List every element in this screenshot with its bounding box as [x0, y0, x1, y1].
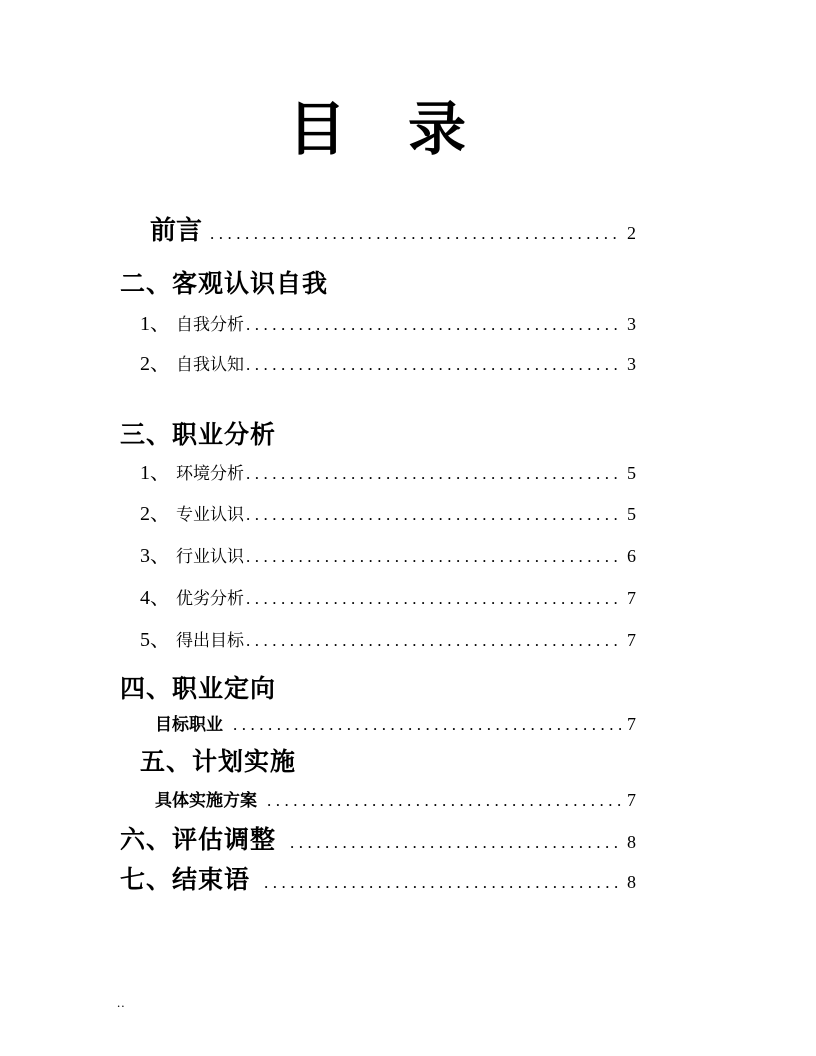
- dot-leader: [246, 631, 621, 651]
- entry-label: 二、客观认识自我: [120, 271, 329, 299]
- toc-entry-foreword[interactable]: [120, 210, 636, 246]
- entry-label: 专业认识: [176, 505, 244, 525]
- entry-label: 环境分析: [176, 464, 244, 484]
- page-number: 7: [627, 714, 636, 735]
- page-number: 2: [627, 223, 636, 244]
- entry-number: 4、: [140, 587, 170, 610]
- page-number: 8: [627, 832, 636, 853]
- toc-chapter-heading[interactable]: [120, 264, 636, 297]
- entry-number: 1、: [140, 313, 170, 336]
- footer-mark: ..: [117, 995, 126, 1010]
- dot-leader: [246, 505, 621, 525]
- dot-leader: [233, 715, 621, 735]
- toc-title: 目 录: [287, 97, 468, 162]
- toc-entry[interactable]: [120, 347, 636, 376]
- toc-entry[interactable]: [120, 539, 636, 568]
- entry-label: 三、职业分析: [120, 422, 277, 450]
- dot-leader: [246, 315, 621, 335]
- page-number: 8: [627, 872, 636, 893]
- entry-label: 七、结束语: [120, 867, 251, 895]
- entry-label: 四、职业定向: [120, 676, 277, 704]
- entry-label: 目标职业: [155, 715, 223, 735]
- toc-entry[interactable]: [120, 456, 636, 485]
- dot-leader: [246, 547, 621, 567]
- toc-chapter-heading[interactable]: [120, 742, 636, 775]
- entry-number: 2、: [140, 353, 170, 376]
- dot-leader: [267, 791, 621, 811]
- toc-entry[interactable]: [120, 710, 636, 736]
- entry-label: 得出目标: [176, 631, 244, 651]
- entry-number: 2、: [140, 503, 170, 526]
- entry-label: 优劣分析: [176, 589, 244, 609]
- toc-entry[interactable]: [120, 623, 636, 652]
- toc-entry[interactable]: [120, 497, 636, 526]
- toc-chapter-heading[interactable]: [120, 415, 636, 448]
- page-number: 7: [627, 630, 636, 651]
- page-number: 5: [627, 504, 636, 525]
- entry-number: 5、: [140, 629, 170, 652]
- page-number: 7: [627, 790, 636, 811]
- page-number: 3: [627, 314, 636, 335]
- dot-leader: [246, 355, 621, 375]
- entry-label: 五、计划实施: [140, 749, 297, 777]
- toc-entry[interactable]: [120, 786, 636, 812]
- toc-entry[interactable]: [120, 860, 636, 893]
- entry-label: 六、评估调整: [120, 827, 277, 855]
- toc-entry[interactable]: [120, 820, 636, 853]
- entry-label: 前言: [150, 216, 203, 246]
- entry-number: 1、: [140, 462, 170, 485]
- entry-label: 行业认识: [176, 547, 244, 567]
- page-number: 3: [627, 354, 636, 375]
- page-number: 7: [627, 588, 636, 609]
- dot-leader: [210, 224, 621, 244]
- page-number: 5: [627, 463, 636, 484]
- dot-leader: [246, 589, 621, 609]
- dot-leader: [264, 873, 621, 893]
- entry-label: 具体实施方案: [155, 791, 257, 811]
- entry-number: 3、: [140, 545, 170, 568]
- dot-leader: [290, 833, 621, 853]
- entry-label: 自我认知: [176, 355, 244, 375]
- toc-entry[interactable]: [120, 581, 636, 610]
- entry-label: 自我分析: [176, 315, 244, 335]
- dot-leader: [246, 464, 621, 484]
- toc-chapter-heading[interactable]: [120, 669, 636, 702]
- toc-entry[interactable]: [120, 307, 636, 336]
- toc-content: [120, 0, 636, 893]
- page-number: 6: [627, 546, 636, 567]
